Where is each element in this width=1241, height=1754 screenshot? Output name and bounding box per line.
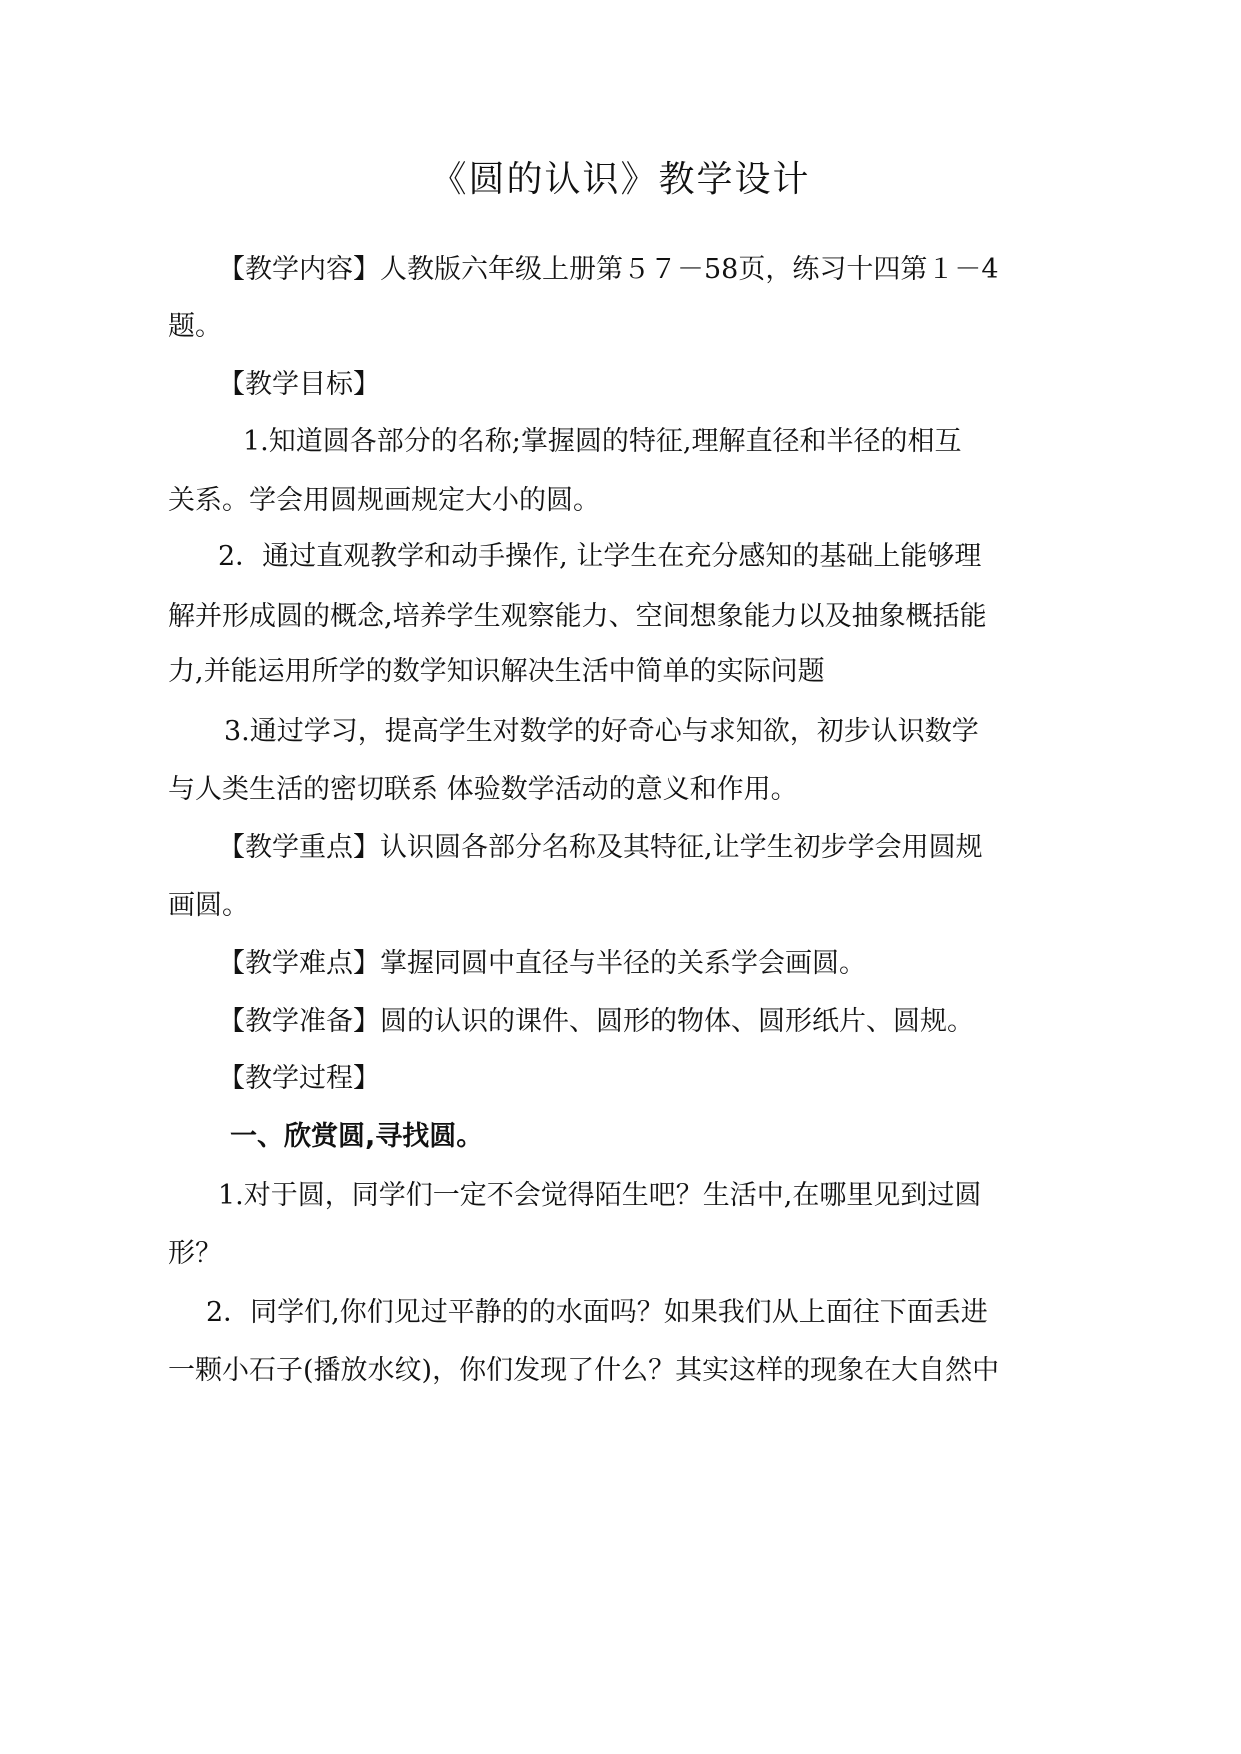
paragraph-line: 画圆。 [168, 890, 249, 921]
paragraph-line: 关系。学会用圆规画规定大小的圆。 [168, 485, 600, 516]
paragraph-line: 1.对于圆，同学们一定不会觉得陌生吧？生活中,在哪里见到过圆 [218, 1180, 982, 1211]
section-heading: 【教学过程】 [218, 1063, 380, 1094]
paragraph-line: 题。 [168, 311, 222, 342]
paragraph-line: 2．通过直观教学和动手操作, 让学生在充分感知的基础上能够理 [218, 541, 982, 572]
section-heading: 【教学目标】 [218, 369, 380, 400]
paragraph-line: 解并形成圆的概念,培养学生观察能力、空间想象能力以及抽象概括能 [168, 601, 987, 632]
paragraph-line: 【教学内容】人教版六年级上册第５７－58页，练习十四第１－4 [218, 254, 999, 285]
paragraph-line: 2．同学们,你们见过平静的的水面吗？如果我们从上面往下面丢进 [206, 1297, 988, 1328]
paragraph-line: 【教学准备】圆的认识的课件、圆形的物体、圆形纸片、圆规。 [218, 1006, 974, 1037]
paragraph-line: 3.通过学习，提高学生对数学的好奇心与求知欲，初步认识数学 [224, 716, 979, 747]
paragraph-line: 一颗小石子(播放水纹)，你们发现了什么？其实这样的现象在大自然中 [168, 1355, 1000, 1386]
paragraph-line: 形？ [168, 1238, 222, 1269]
paragraph-line: 与人类生活的密切联系 体验数学活动的意义和作用。 [168, 774, 798, 805]
paragraph-line: 力,并能运用所学的数学知识解决生活中简单的实际问题 [168, 656, 825, 687]
section-heading-bold: 一、欣赏圆,寻找圆。 [230, 1121, 484, 1152]
paragraph-line: 【教学重点】认识圆各部分名称及其特征,让学生初步学会用圆规 [218, 832, 983, 863]
document-title: 《圆的认识》教学设计 [430, 159, 811, 200]
paragraph-line: 【教学难点】掌握同圆中直径与半径的关系学会画圆。 [218, 948, 866, 979]
paragraph-line: 1.知道圆各部分的名称;掌握圆的特征,理解直径和半径的相互 [243, 426, 962, 457]
